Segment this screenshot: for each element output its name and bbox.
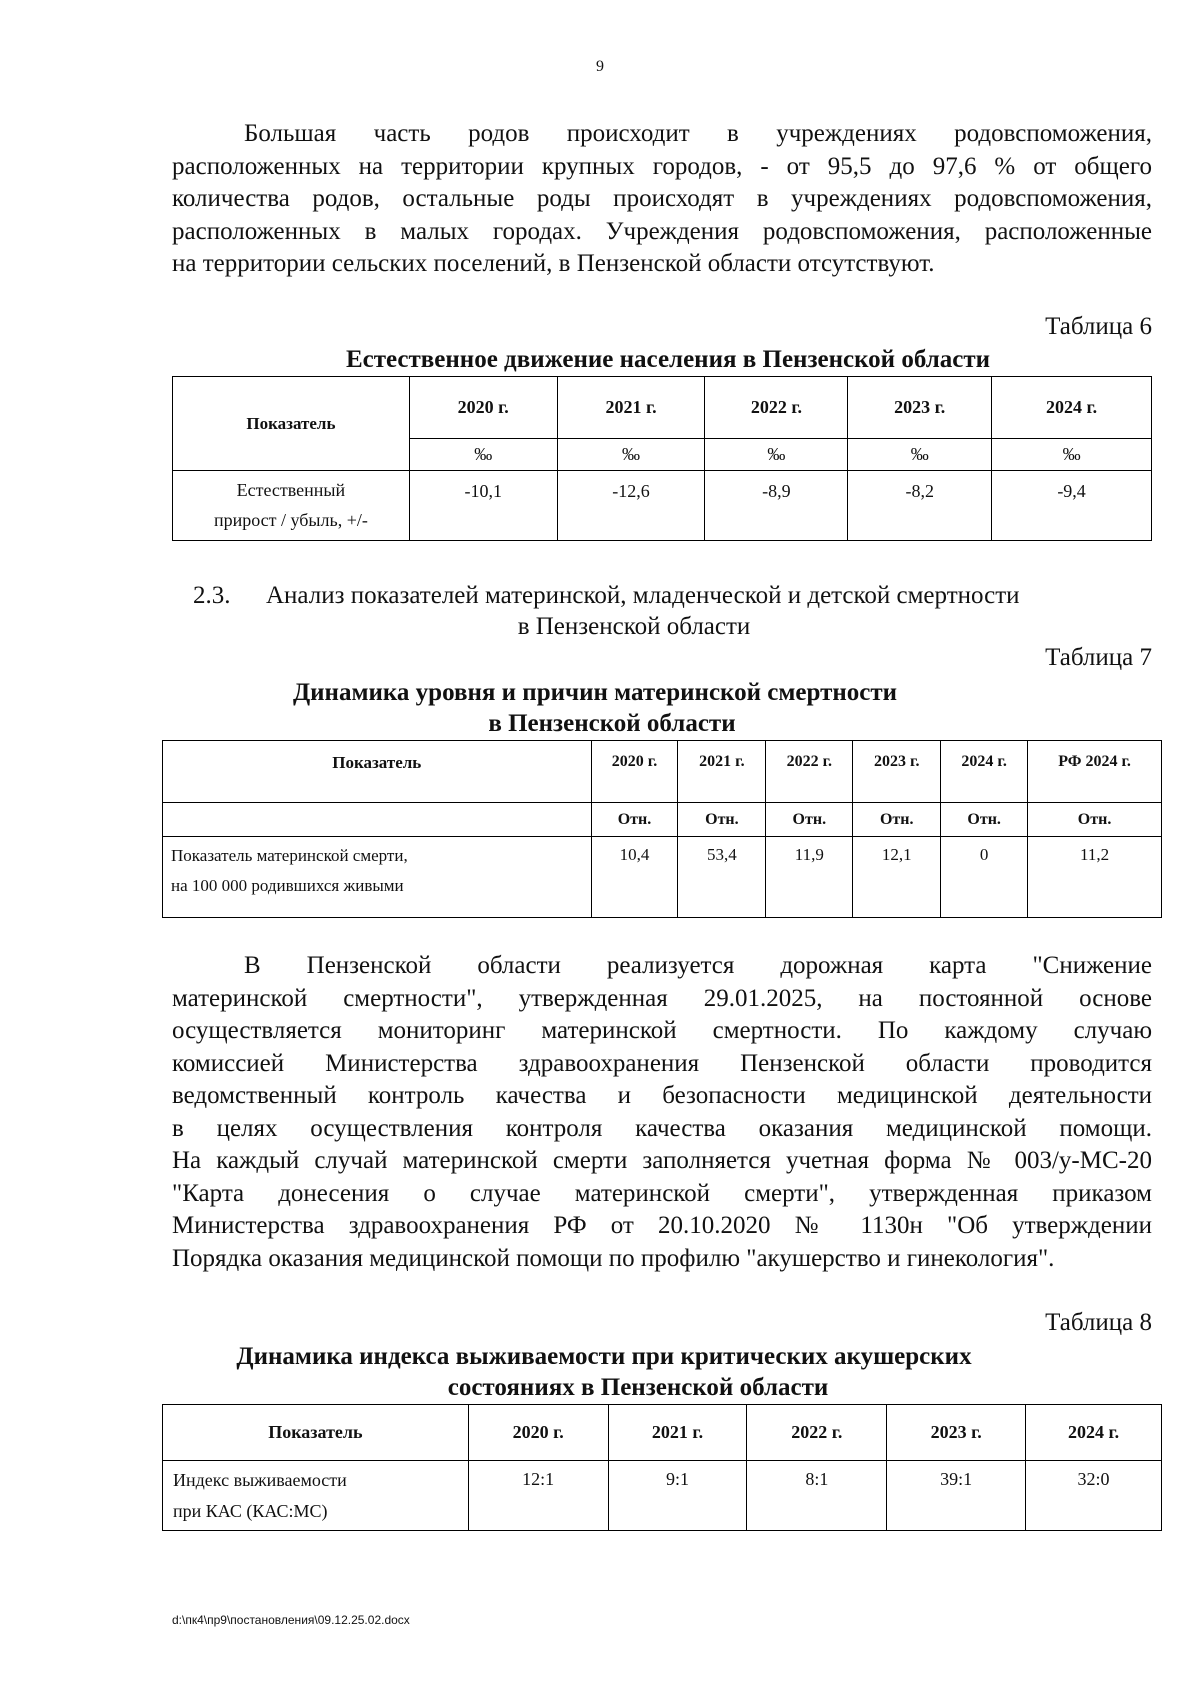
table7-header-indicator: Показатель [163, 741, 592, 803]
table7-row-label-line: на 100 000 родившихся живыми [171, 876, 404, 895]
table7-year: РФ 2024 г. [1028, 741, 1162, 803]
table6-year: 2020 г. [409, 377, 557, 439]
table8-label: Таблица 8 [1045, 1309, 1152, 1336]
table8-value: 12:1 [468, 1461, 608, 1531]
table6-year: 2022 г. [705, 377, 848, 439]
table8-row-label-line: Индекс выживаемости [173, 1470, 347, 1490]
table7-value: 10,4 [591, 837, 678, 918]
table8-year: 2024 г. [1026, 1405, 1162, 1461]
table8-title-line1: Динамика индекса выживаемости при критических акушерских [236, 1343, 972, 1370]
intro-line: расположенных на территории крупных городов, - от 95,5 до 97,6 % от общего [172, 152, 1152, 180]
table7-year: 2021 г. [678, 741, 766, 803]
table6-row-label-line: Естественный [236, 480, 346, 500]
table7-unit: Отн. [853, 803, 941, 837]
table7-row-label-line: Показатель материнской смерти, [171, 846, 408, 865]
intro-line: расположенных в малых городах. Учреждения родовспоможения, расположенные [172, 217, 1152, 245]
table8-year: 2020 г. [468, 1405, 608, 1461]
table6-header-indicator: Показатель [173, 377, 410, 471]
table8-row-label [163, 1461, 469, 1531]
table7-unit: Отн. [1028, 803, 1162, 837]
table8-title-line2: состояниях в Пензенской области [447, 1374, 829, 1401]
table7-unit: Отн. [591, 803, 678, 837]
table8-header-indicator: Показатель [163, 1405, 469, 1461]
table7-value: 53,4 [678, 837, 766, 918]
intro-line: Большая часть родов происходит в учреждениях родовспоможения, [244, 120, 1152, 147]
table7-year: 2023 г. [853, 741, 941, 803]
body-line: комиссией Министерства здравоохранения Пензенской области проводится [172, 1049, 1152, 1077]
intro-line: на территории сельских поселений, в Пензенской области отсутствуют. [172, 250, 935, 277]
table7-row-label [163, 837, 592, 918]
table7-value: 11,9 [766, 837, 853, 918]
table6-value: -8,9 [705, 471, 848, 541]
table7-value: 0 [941, 837, 1028, 918]
table8-value: 32:0 [1026, 1461, 1162, 1531]
table7-year: 2020 г. [591, 741, 678, 803]
body-line: Министерства здравоохранения РФ от 20.10.2020 № 1130н "Об утверждении [172, 1212, 1152, 1239]
table6-value: -10,1 [409, 471, 557, 541]
table7 [162, 740, 1162, 918]
body-line: В Пензенской области реализуется дорожная карта "Снижение [244, 952, 1152, 979]
table6-year: 2023 г. [848, 377, 992, 439]
table8-value: 9:1 [608, 1461, 747, 1531]
table8-year: 2021 г. [608, 1405, 747, 1461]
table7-year: 2024 г. [941, 741, 1028, 803]
intro-paragraph [172, 118, 1152, 281]
table8-row-label-line: при КАС (КАС:МС) [173, 1501, 328, 1521]
table6-title: Естественное движение населения в Пензенской области [345, 346, 991, 373]
table6-unit: ‰ [705, 439, 848, 471]
table7-unit: Отн. [766, 803, 853, 837]
body-line: На каждый случай материнской смерти заполняется учетная форма № 003/у-МС-20 [172, 1147, 1152, 1174]
table8-value: 8:1 [747, 1461, 887, 1531]
body-line: в целях осуществления контроля качества оказания медицинской помощи. [172, 1114, 1152, 1142]
table6-value: -12,6 [557, 471, 705, 541]
table6-label: Таблица 6 [1045, 313, 1152, 340]
table7-value: 12,1 [853, 837, 941, 918]
table7-title-line1: Динамика уровня и причин материнской смертности [292, 679, 898, 706]
table7-year: 2022 г. [766, 741, 853, 803]
table6-row-label [173, 471, 410, 541]
body-line: Порядка оказания медицинской помощи по профилю "акушерство и гинекология". [172, 1244, 1055, 1272]
section-title-line1: Анализ показателей материнской, младенческой и детской смертности [266, 582, 1020, 609]
intro-line: количества родов, остальные роды происходят в учреждениях родовспоможения, [172, 185, 1152, 212]
section-number: 2.3. [193, 582, 231, 609]
table6-unit: ‰ [557, 439, 705, 471]
table6-value: -8,2 [848, 471, 992, 541]
footer-file-path: d:\пк4\пр9\постановления\09.12.25.02.docx [172, 1613, 410, 1627]
table7-unit: Отн. [678, 803, 766, 837]
body-paragraph [172, 950, 1152, 1275]
page-number: 9 [596, 58, 604, 75]
table6-unit: ‰ [848, 439, 992, 471]
body-line: материнской смертности", утвержденная 29.01.2025, на постоянной основе [172, 984, 1152, 1012]
table6-year: 2021 г. [557, 377, 705, 439]
table6-unit: ‰ [409, 439, 557, 471]
table7-header-spacer [163, 803, 592, 837]
section-title-line2: в Пензенской области [517, 613, 751, 640]
table6-row-label-line: прирост / убыль, +/- [213, 510, 368, 530]
table7-title-line2: в Пензенской области [488, 710, 736, 737]
table7-label: Таблица 7 [1045, 644, 1152, 671]
body-line: ведомственный контроль качества и безопасности медицинской деятельности [172, 1082, 1152, 1109]
table6-year: 2024 г. [992, 377, 1152, 439]
table8-year: 2022 г. [747, 1405, 887, 1461]
body-line: "Карта донесения о случае материнской смерти", утвержденная приказом [172, 1179, 1152, 1207]
table6-unit: ‰ [992, 439, 1152, 471]
table8-value: 39:1 [887, 1461, 1026, 1531]
table8 [162, 1404, 1162, 1531]
table6 [172, 376, 1152, 541]
table8-year: 2023 г. [887, 1405, 1026, 1461]
table6-value: -9,4 [992, 471, 1152, 541]
body-line: осуществляется мониторинг материнской смертности. По каждому случаю [172, 1017, 1152, 1044]
table7-value: 11,2 [1028, 837, 1162, 918]
table7-unit: Отн. [941, 803, 1028, 837]
